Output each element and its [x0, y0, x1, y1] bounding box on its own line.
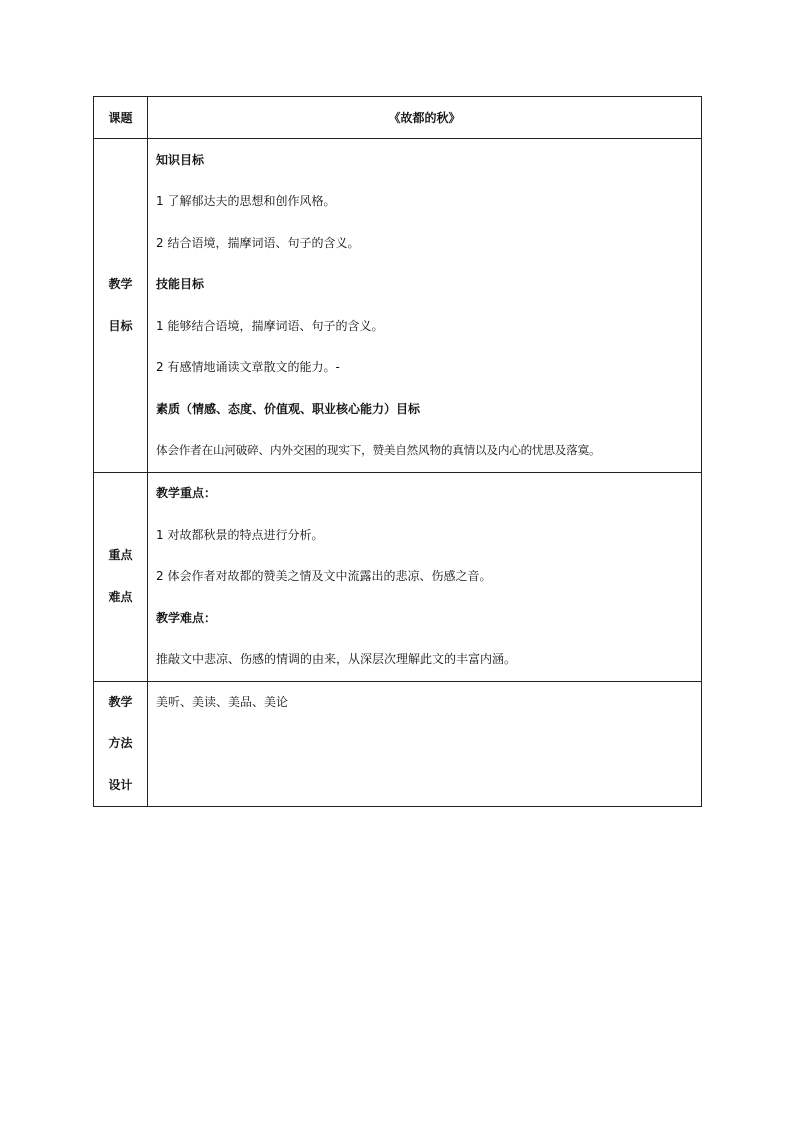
objective-item: 2 结合语境，揣摩词语、句子的含义。: [156, 235, 360, 250]
keypoint-item: 2 体会作者对故都的赞美之情及文中流露出的悲凉、伤感之音。: [156, 569, 492, 583]
keypoints-label-line: 难点: [108, 589, 133, 604]
title-value-cell: [148, 97, 702, 139]
methods-label-line: 设计: [108, 777, 133, 792]
objective-item: 2 有感情地诵读文章散文的能力。-: [156, 360, 340, 374]
keypoints-row: [94, 473, 702, 682]
keypoint-item: 推敲文中悲凉、伤感的情调的由来，从深层次理解此文的丰富内涵。: [156, 652, 517, 666]
keypoint-item: 1 对故都秋景的特点进行分析。: [156, 527, 324, 542]
methods-label-line: 教学: [108, 694, 133, 709]
methods-content-cell: [148, 681, 702, 807]
teaching-difficulty-heading: 教学难点：: [156, 610, 217, 625]
keypoints-label-line: 重点: [108, 548, 133, 563]
knowledge-objective-heading: 知识目标: [156, 152, 205, 167]
title-label-cell: [94, 97, 148, 139]
objectives-label-cell: [94, 139, 148, 473]
keypoints-content-cell: [148, 473, 702, 682]
methods-label-line: 方法: [108, 736, 133, 750]
objectives-label-line: 目标: [108, 318, 133, 333]
title-label: 课题: [108, 111, 133, 125]
lesson-plan-table: [93, 96, 702, 807]
objectives-label-line: 教学: [108, 277, 133, 291]
objectives-row: [94, 139, 702, 473]
keypoints-label-cell: [94, 473, 148, 682]
objective-item: 体会作者在山河破碎、内外交困的现实下，赞美自然风物的真情以及内心的忧思及落寞。: [156, 443, 601, 457]
title-row: [94, 97, 702, 139]
quality-objective-heading: 素质（情感、态度、价值观、职业核心能力）目标: [156, 401, 421, 416]
objective-item: 1 了解郁达夫的思想和创作风格。: [156, 194, 336, 208]
lesson-title: 《故都的秋》: [388, 111, 461, 125]
objective-item: 1 能够结合语境，揣摩词语、句子的含义。: [156, 318, 384, 333]
methods-row: [94, 681, 702, 807]
methods-label-cell: [94, 681, 148, 807]
teaching-focus-heading: 教学重点：: [156, 486, 217, 500]
skill-objective-heading: 技能目标: [156, 277, 205, 291]
methods-item: 美听、美读、美品、美论: [156, 694, 289, 709]
objectives-content-cell: [148, 139, 702, 473]
